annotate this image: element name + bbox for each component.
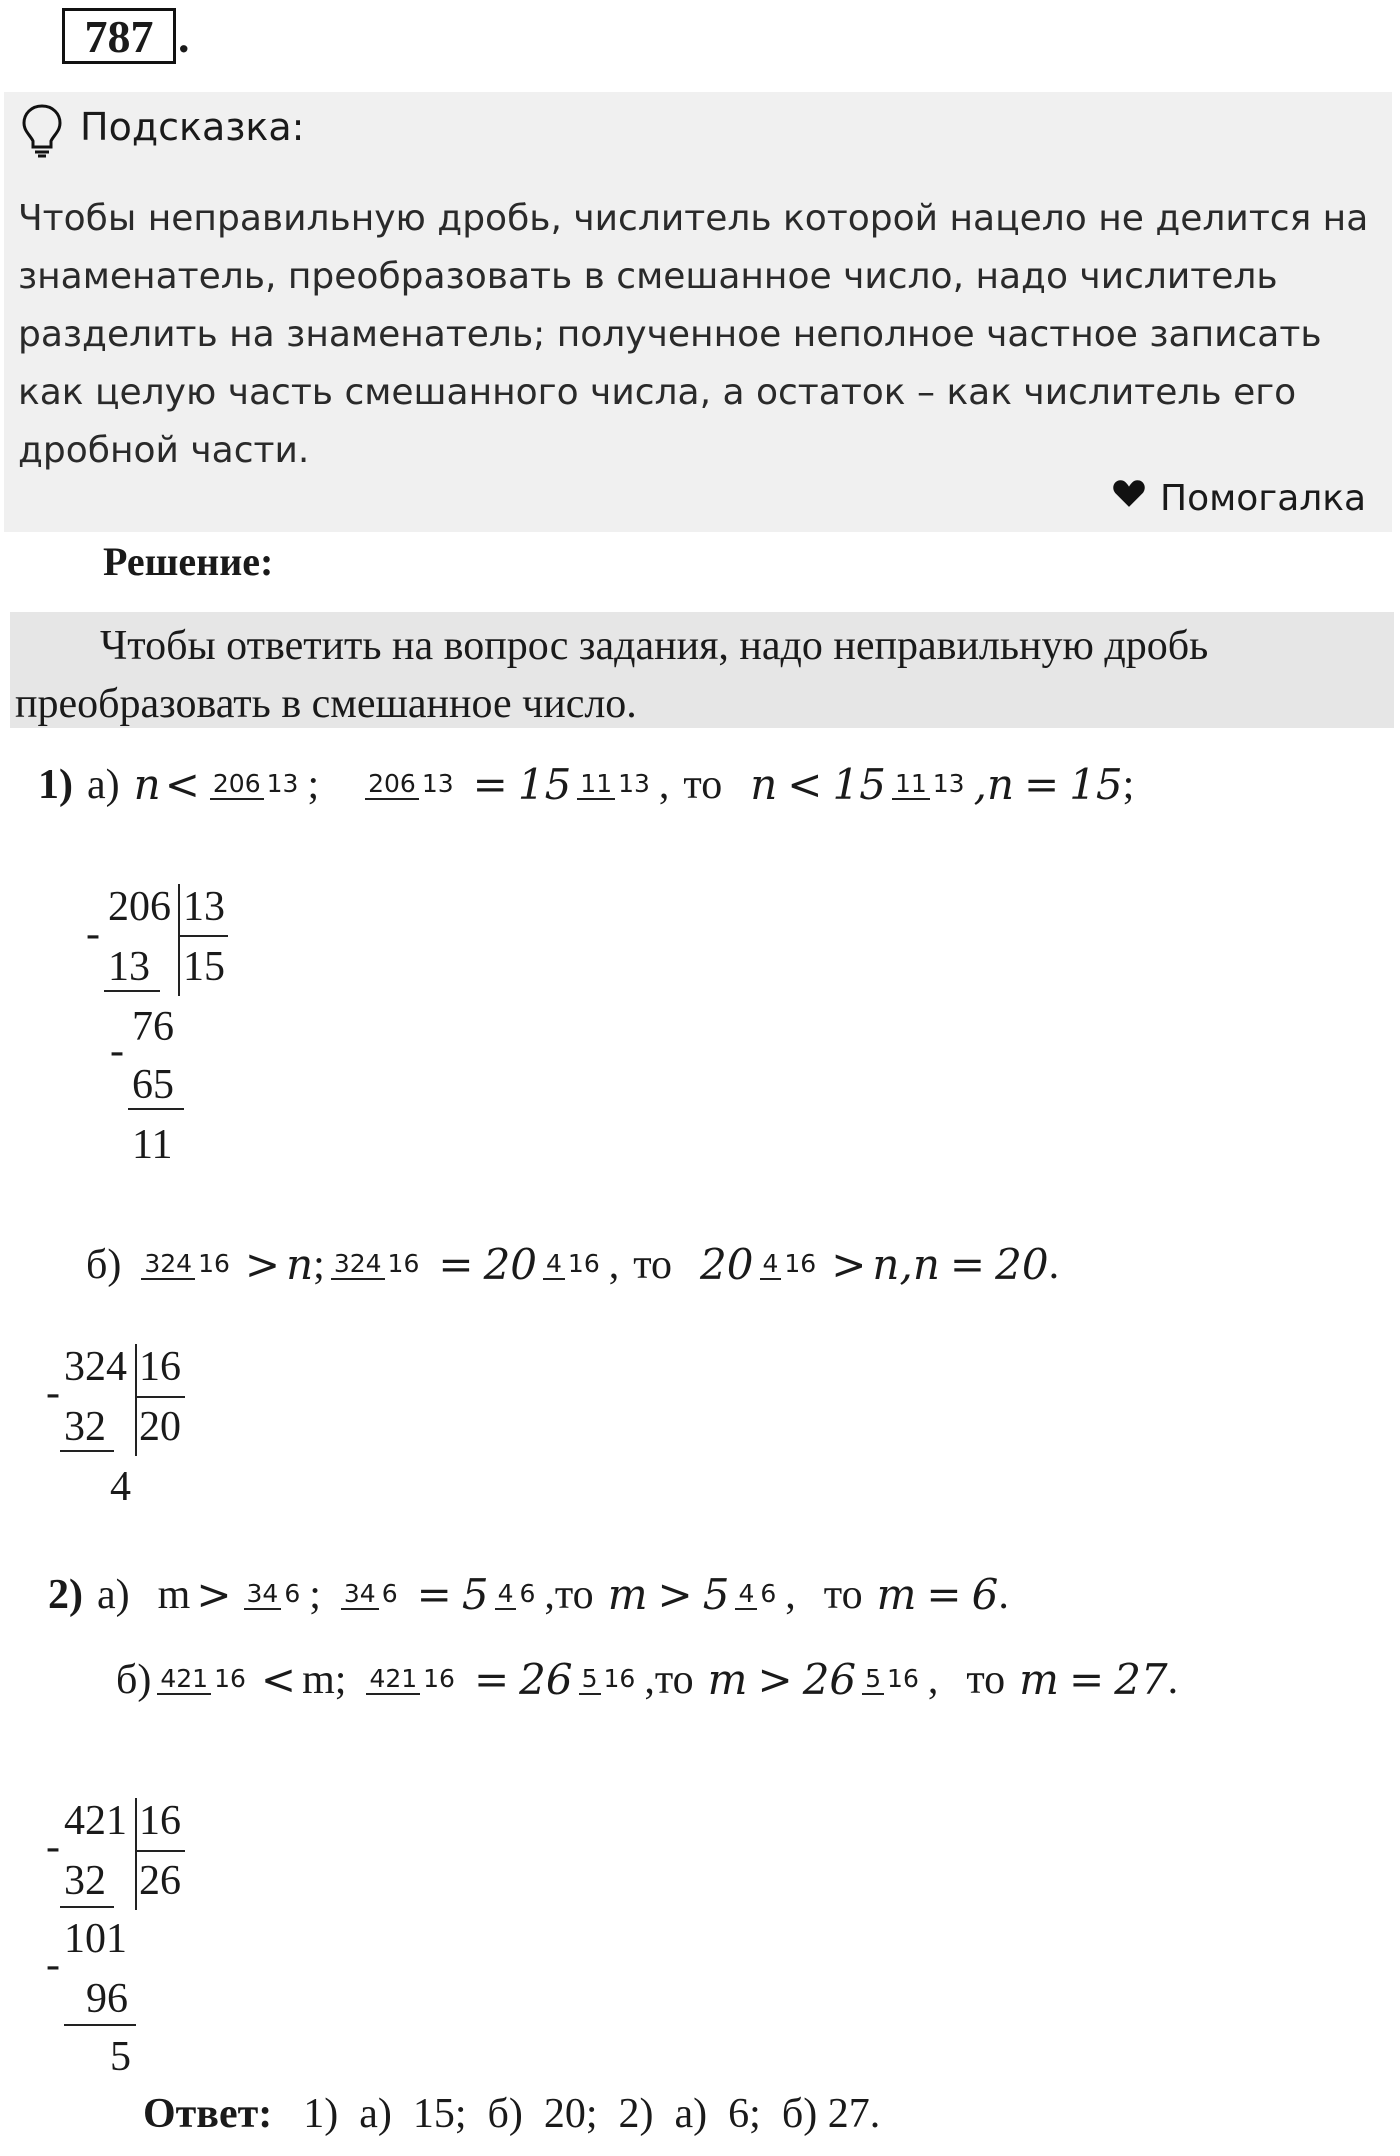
hint-text: Чтобы неправильную дробь, числитель которой нацело не делится на знаменатель, преобразовать в смешанное число, надо числитель разделить на знаменатель; полученное неполное частное записать как целую часть смешанного числа, а остаток – как числитель его дробной части. bbox=[18, 198, 1369, 471]
equation-2a: 2) а) m > 34 6 ; 34 6 = 5 4 6 , то m > 5 4 6 , то m = 6 . bbox=[48, 1570, 1009, 1619]
problem-number-dot: . bbox=[178, 11, 190, 62]
hint-credit: Помогалка bbox=[1160, 478, 1367, 519]
solution-label: Решение: bbox=[103, 539, 274, 584]
lightbulb-icon bbox=[20, 102, 64, 158]
heart-icon bbox=[1112, 476, 1146, 510]
answer bbox=[143, 2090, 880, 2138]
answer-label: Ответ: bbox=[143, 2091, 273, 2137]
equation-1a: 1) а) n < 206 13 ; 206 13 = 15 11 13 , то n < 15 11 13 , n = 15 ; bbox=[38, 760, 1135, 809]
equation-1b: б) 324 16 > n ; 324 16 = 20 4 16 , то 20 4 16 > n , n = 20 . bbox=[86, 1240, 1060, 1289]
problem-number: 787 bbox=[62, 8, 176, 64]
hint-title: Подсказка: bbox=[80, 105, 305, 149]
equation-2b: б) 421 16 < m ; 421 16 = 26 5 16 , то m > 26 5 16 , то m = 27 . bbox=[116, 1655, 1179, 1704]
solution-intro: Чтобы ответить на вопрос задания, надо неправильную дробь преобразовать в смешанное число. bbox=[15, 623, 1209, 727]
answer-text: 1) а) 15; б) 20; 2) а) 6; б) 27. bbox=[303, 2091, 881, 2137]
